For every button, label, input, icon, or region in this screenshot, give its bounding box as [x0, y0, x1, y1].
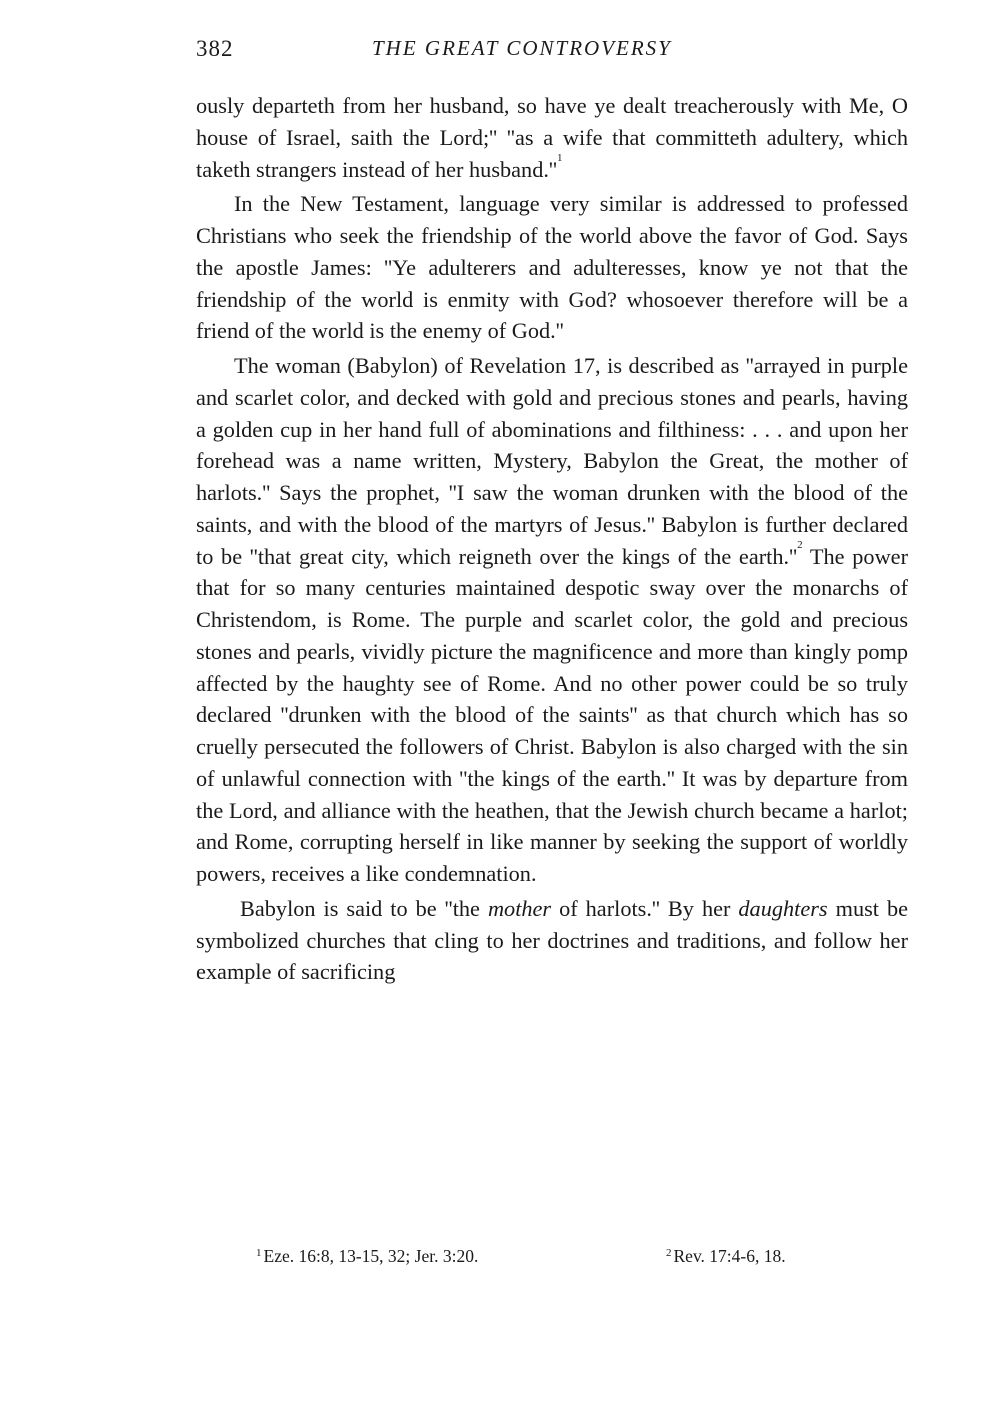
footnote-1-text: Eze. 16:8, 13-15, 32; Jer. 3:20. — [263, 1246, 479, 1266]
paragraph-4-text-a: Babylon is said to be ''the — [240, 895, 488, 921]
paragraph-3-text-a: The woman (Babylon) of Revelation 17, is described as ''arrayed in purple and scarlet color, and decked with gold and precious stones and pearls, having a golden cup in her hand full of abominations and filthiness: . . . and upon her forehead was a name written, Mystery, Babylon the Great, the mother of harlots.'' Says the prophet, ''I saw the woman drunken with the blood of the saints, and with the blood of the martyrs of Jesus.'' Babylon is further declared to be ''that great city, which reigneth over the kings of the earth.'' — [196, 353, 908, 569]
paragraph-2 — [196, 188, 908, 347]
footnote-2 — [666, 1246, 786, 1267]
footnote-ref-2: 2 — [797, 539, 803, 552]
paragraph-1 — [196, 90, 908, 185]
paragraph-3-text-b: The power that for so many centuries maintained despotic sway over the monarchs of Christendom, is Rome. The purple and scarlet color, the gold and precious stones and pearls, vividly picture the magnificence and more than kingly pomp affected by the haughty see of Rome. And no other power could be so truly declared ''drunken with the blood of the saints'' as that church which has so cruelly persecuted the followers of Christ. Babylon is also charged with the sin of unlawful connection with ''the kings of the earth.'' It was by departure from the Lord, and alliance with the heathen, that the Jewish church became a harlot; and Rome, corrupting herself in like manner by seeking the support of worldly powers, receives a like condemnation. — [196, 543, 908, 886]
footnote-1 — [256, 1246, 478, 1267]
paragraph-2-text: In the New Testament, language very similar is addressed to professed Christians who seek the friendship of the world above the favor of God. Says the apostle James: ''Ye adulterers and adulteresses, know ye not that the friendship of the world is enmity with God? whosoever therefore will be a friend of the world is the enemy of God.'' — [196, 191, 908, 344]
footnotes — [256, 1246, 896, 1272]
paragraph-4-text-c: must be symbolized churches that cling to her doctrines and traditions, and follow her example of sacrificing — [196, 895, 908, 985]
paragraph-4-emphasis-mother: mother — [487, 895, 552, 921]
paragraph-3 — [196, 350, 908, 890]
running-title: THE GREAT CONTROVERSY — [372, 36, 672, 60]
footnote-2-mark: 2 — [666, 1247, 672, 1259]
paragraph-4-emphasis-daughters: daughters — [738, 895, 828, 921]
paragraph-4-text-b: of harlots.'' By her — [551, 895, 739, 921]
footnote-1-mark: 1 — [256, 1247, 262, 1259]
footnote-2-text: Rev. 17:4-6, 18. — [673, 1246, 786, 1266]
paragraph-1-text: ously departeth from her husband, so have ye dealt treacherously with Me, O house of Israel, saith the Lord;'' ''as a wife that committeth adultery, which taketh strangers instead of her husband.'' — [196, 93, 908, 182]
page-number: 382 — [196, 36, 234, 61]
body-text — [196, 90, 908, 988]
page-header — [196, 36, 908, 68]
paragraph-4 — [196, 893, 908, 988]
footnote-ref-1: 1 — [556, 152, 563, 165]
